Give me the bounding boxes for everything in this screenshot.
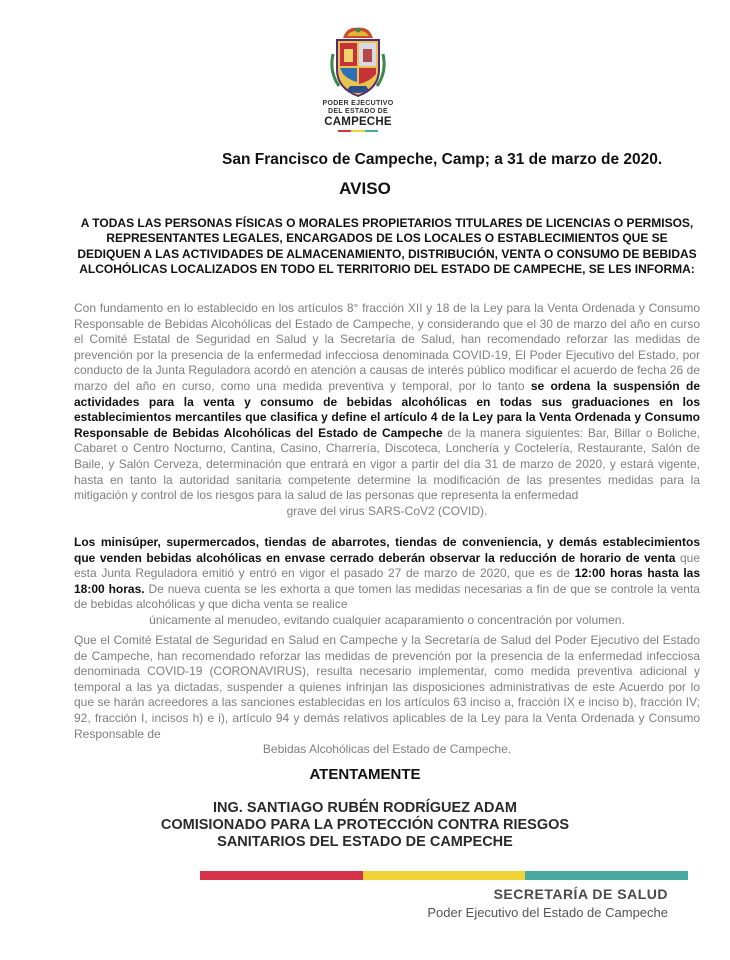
footer-color-bar — [200, 871, 688, 880]
signature-title-line2: SANITARIOS DEL ESTADO DE CAMPECHE — [217, 834, 513, 850]
signature-name: ING. SANTIAGO RUBÉN RODRÍGUEZ ADAM — [213, 800, 517, 816]
paragraph-3-last-line: Bebidas Alcohólicas del Estado de Campeche. — [262, 742, 512, 757]
logo-text-line2: DEL ESTADO DE — [327, 108, 389, 115]
closing-atentamente: ATENTAMENTE — [309, 766, 421, 783]
paragraph-2-bold: Los minisúper, supermercados, tiendas de abarrotes, tiendas de conveniencia, y demás establecimientos que venden bebidas alcohólicas en envase cerrado deberán observar la reducción de horario de venta — [74, 535, 700, 565]
place-date: San Francisco de Campeche, Camp; a 31 de marzo de 2020. — [222, 151, 663, 168]
paragraph-1-last-line: grave del virus SARS-CoV2 (COVID). — [286, 503, 488, 518]
paragraph-1-part3: de la manera siguientes: Bar, Billar o Boliche, Cabaret o Centro Nocturno, Cantina, Casino, Charrería, Discoteca, Lonchería y Coctelería, Restaurante, Salón de Baile, y Salón Cerveza, determinación que entrará en vigor a partir del día 31 de marzo de 2020, y estará vigente, hasta en tanto la autoridad sanitaria competente determine la modificación de las presentes medidas para la mitigación y control de los riesgos para la salud de las personas que representa la enfermedad — [74, 425, 700, 503]
paragraph-3 — [74, 633, 700, 758]
addressee-heading: A TODAS LAS PERSONAS FÍSICAS O MORALES PROPIETARIOS TITULARES DE LICENCIAS O PERMISOS, REPRESENTANTES LEGALES, ENCARGADOS DE LOS LOCALES O ESTABLECIMIENTOS QUE SE DEDIQUEN A LAS ACTIVIDADES DE ALMACENAMIENTO, DISTRIBUCIÓN, VENTA O CONSUMO DE BEBIDAS ALCOHÓLICAS LOCALIZADOS EN TODO EL TERRITORIO DEL ESTADO DE CAMPECHE, SE LES INFORMA: — [77, 216, 697, 277]
page-title: AVISO — [339, 179, 391, 198]
signature-title-line1: COMISIONADO PARA LA PROTECCIÓN CONTRA RIESGOS — [160, 817, 570, 833]
paragraph-2-hours: 12:00 horas hasta las 18:00 horas. — [74, 566, 701, 596]
logo-text-campeche: CAMPECHE — [324, 116, 392, 128]
footer-poder-ejecutivo: Poder Ejecutivo del Estado de Campeche — [427, 905, 668, 920]
paragraph-2 — [74, 535, 700, 629]
logo-text-line1: PODER EJECUTIVO — [322, 100, 394, 107]
paragraph-1-bold: se ordena la suspensión de actividades para la venta y consumo de bebidas alcohólicas en todas sus graduaciones en los establecimientos mercantiles que clasifica y define el artículo 4 de la Ley para la Venta Ordenada y Consumo Responsable de Bebidas Alcohólicas del Estado de Campeche — [74, 378, 700, 440]
signature-block — [130, 800, 600, 851]
footer-secretaria: SECRETARÍA DE SALUD — [493, 886, 668, 902]
paragraph-2-part2: que esta Junta Reguladora emitió y entró en vigor el pasado 27 de marzo de 2020, que es de — [74, 550, 700, 581]
logo-color-bar — [338, 130, 378, 132]
paragraph-2-last-line: únicamente al menudeo, evitando cualquier acaparamiento o concentración por volumen. — [149, 612, 625, 627]
paragraph-3-text: Que el Comité Estatal de Seguridad en Salud en Campeche y la Secretaría de Salud del Poder Ejecutivo del Estado de Campeche, han recomendado reforzar las medidas de prevención por la presencia de la enfermedad infecciosa denominada COVID-19 (CORONAVIRUS), resulta necesario implementar, como medida preventiva adicional y temporal a las ya dictadas, suspender a quienes infrinjan las disposiciones administrativas de este Acuerdo por lo que se harán acreedores a las sanciones establecidas en los artículos 63 inciso a, fracción IX e inciso b), fracción IV; 92, fracción I, incisos h) e i), artículo 94 y demás relativos aplicables de la Ley para la Venta Ordenada y Consumo Responsable de — [74, 633, 700, 741]
campeche-logo — [317, 24, 399, 132]
paragraph-2-part4: De nueva cuenta se les exhorta a que tomen las medidas necesarias a fin de que se controle la venta de bebidas alcohólicas y que dicha venta se realice — [74, 581, 700, 612]
paragraph-1 — [74, 301, 700, 519]
paragraph-1-part1: Con fundamento en lo establecido en los artículos 8° fracción XII y 18 de la Ley para la Venta Ordenada y Consumo Responsable de Bebidas Alcohólicas del Estado de Campeche, y considerando que el 30 de marzo del año en curso el Comité Estatal de Seguridad en Salud y la Secretaría de Salud, han recomendado reforzar las medidas de prevención por la presencia de la enfermedad infecciosa denominada COVID-19, El Poder Ejecutivo del Estado, por conducto de la Junta Reguladora acordó en atención a causas de interés público modificar el acuerdo de fecha 26 de marzo del año en curso, como una medida preventiva y temporal, por lo tanto — [74, 301, 700, 393]
coat-of-arms-icon — [329, 24, 387, 100]
